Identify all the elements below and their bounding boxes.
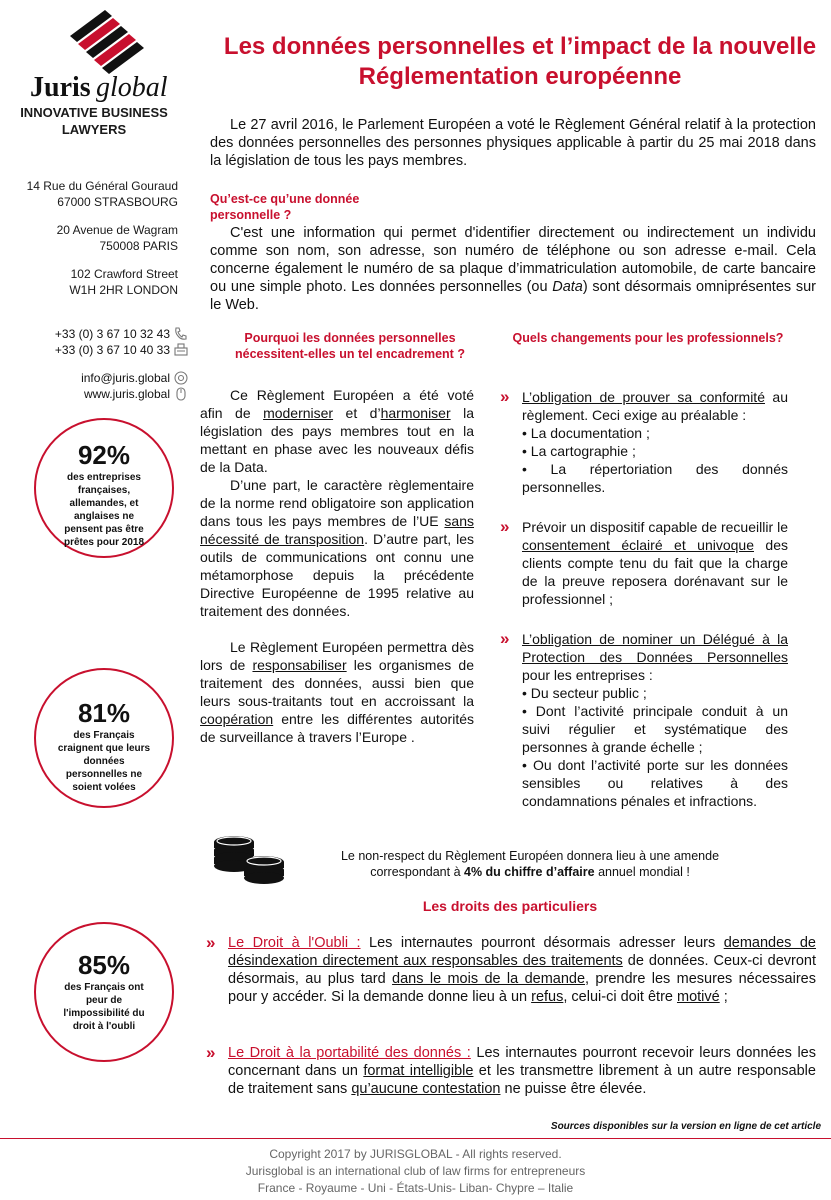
droit-portabilite-paragraph: Le Droit à la portabilité des donnés : Les internautes pourront recevoir leurs données les concernant dans un format intelligible et les transmettre librement à un autre responsable de traitement sans qu’aucune contestation ne puisse être élevée.: [228, 1045, 816, 1097]
chevron-icon: »: [500, 517, 510, 536]
chevron-icon: »: [500, 387, 510, 406]
address-line: 750008 PARIS: [99, 239, 178, 253]
fine-notice: Le non-respect du Règlement Européen donnera lieu à une amende correspondant à 4% du chiffre d’affaire annuel mondial !: [340, 849, 720, 879]
definition-text: C'est une information qui permet d'identifier directement ou indirectement un individu comme son nom, son adresse, son numéro de téléphone ou son adresse e-mail. Cela concerne également le numéro de sa plaque d’immatriculation automobile, de carte bancaire ou une simple photo. Les données personnelles (ou: [210, 225, 816, 295]
footer-copyright: Copyright 2017 by JURISGLOBAL - All rights reserved.: [269, 1147, 562, 1161]
page-title: Les données personnelles et l’impact de la nouvelle Réglementation européenne: [223, 33, 817, 90]
fax-number: +33 (0) 3 67 10 40 33: [54, 343, 170, 357]
droit-oubli-label: Le Droit à l'Oubli :: [228, 935, 361, 951]
logo-mark: [70, 10, 144, 74]
stat-percent: 92%: [77, 440, 131, 470]
jurisglobal-logo: [0, 8, 200, 104]
address-line: W1H 2HR LONDON: [69, 283, 178, 297]
right-bullet-1: L’obligation de prouver sa conformité au règlement. Ceci exige au préalable : • La documentation ; • La cartographie ; • La répertoriation des donnés personnelles.: [522, 389, 788, 495]
question-donnee-personnelle: Qu’est-ce qu’une donnée personnelle ?: [210, 192, 360, 222]
chevron-icon: »: [206, 1043, 216, 1062]
address-line: 102 Crawford Street: [70, 267, 178, 281]
left-paragraph-1: Ce Règlement Européen a été voté afin de moderniser et d’harmoniser la législation des pays membres tout en la mettant en phase avec les nouveaux défis de la Data.: [200, 387, 474, 475]
stat-circle-81: [34, 668, 174, 808]
stat-percent: 85%: [77, 950, 131, 980]
tagline: INNOVATIVE BUSINESS LAWYERS: [20, 105, 168, 137]
address-london: [69, 266, 178, 298]
chevron-icon: »: [500, 629, 510, 648]
droit-oubli-paragraph: Le Droit à l'Oubli : Les internautes pourront désormais adresser leurs demandes de désindexation directement aux responsables des traitements de données. Ceux-ci devront désormais, au plus tard dans le mois de la demande, prendre les mesures nécessaires pour y accéder. Si la demande donne lieu à un refus, celui-ci doit être motivé ;: [228, 935, 816, 1005]
phone-icon: [173, 326, 189, 342]
section-title-droits: Les droits des particuliers: [422, 898, 598, 914]
logo-text-juris: Juris: [30, 72, 91, 103]
mouse-icon: [173, 386, 189, 402]
address-strasbourg: [27, 178, 178, 210]
fax-icon: [173, 342, 189, 358]
intro-paragraph: Le 27 avril 2016, le Parlement Européen a voté le Règlement Général relatif à la protection des données personnelles des personnes physiques applicable à partir du 25 mai 2018 dans la législation de tous les pays membres.: [210, 117, 816, 169]
definition-data: Data: [552, 279, 583, 295]
coins-icon: [210, 828, 290, 890]
at-icon: [173, 370, 189, 386]
chevron-icon: »: [206, 933, 216, 952]
stat-text: des Français ont peur de l'impossibilité du droit à l'oubli: [63, 982, 145, 1032]
email-link[interactable]: info@juris.global: [81, 371, 170, 385]
footer-divider: [0, 1138, 831, 1139]
right-bullet-3: L’obligation de nominer un Délégué à la Protection des Données Personnelles pour les entreprises : • Du secteur public ; • Dont l’activité principale conduit à un suivi régulier et systématique des personnes à grande échelle ; • Ou dont l’activité porte sur les données sensibles ou relatives à des condamnations pénales et infractions.: [522, 631, 788, 809]
sources-note: Sources disponibles sur la version en ligne de cet article: [550, 1121, 821, 1132]
website-link[interactable]: www.juris.global: [83, 387, 170, 401]
question-changements: Quels changements pour les professionnels?: [512, 331, 784, 345]
stat-text: des entreprises françaises, allemandes, et anglaises ne pensent pas être prêtes pour 2018: [63, 472, 145, 548]
left-column: [200, 386, 474, 746]
footer-club: Jurisglobal is an international club of law firms for entrepreneurs: [245, 1164, 586, 1178]
question-encadrement: Pourquoi les données personnelles nécessitent-elles un tel encadrement ?: [235, 331, 465, 361]
droit-portabilite-label: Le Droit à la portabilité des donnés :: [228, 1045, 471, 1061]
right-bullet-2: Prévoir un dispositif capable de recueillir le consentement éclairé et univoque des clients compte tenu du fait que la charge de la preuve reposera dorénavant sur le professionnel ;: [522, 519, 789, 607]
stat-circle-85: [34, 922, 174, 1062]
left-paragraph-2: D’une part, le caractère règlementaire de la norme rend obligatoire son application dans tous les pays membres de l’UE sans nécessité de transposition. D’autre part, les outils de communications ont connu une métamorphose depuis la précédente Directive Européenne de 1995 relative au traitement des données.: [200, 477, 475, 619]
stat-text: des Français craignent que leurs données personnelles ne soient volées: [57, 730, 151, 793]
definition-paragraph: [210, 224, 816, 314]
address-line: 14 Rue du Général Gouraud: [26, 179, 178, 193]
footer-countries: France - Royaume - Uni - États-Unis- Liban- Chypre – Italie: [257, 1181, 574, 1195]
left-paragraph-3: Le Règlement Européen permettra dès lors de responsabiliser les organismes de traitement des données, aussi bien que leurs sous-traitants tout en accroissant la coopération entre les différentes autorités de surveillance à travers l’Europe .: [200, 639, 474, 745]
definition-text: ) sont désormais omniprésentes sur le Web.: [210, 279, 816, 313]
stat-circle-92: [34, 418, 174, 558]
phone-number: +33 (0) 3 67 10 32 43: [54, 327, 170, 341]
stat-percent: 81%: [77, 698, 131, 728]
address-line: 67000 STRASBOURG: [57, 195, 178, 209]
address-paris: [57, 222, 178, 254]
address-line: 20 Avenue de Wagram: [56, 223, 178, 237]
logo-text-global: global: [96, 72, 168, 103]
